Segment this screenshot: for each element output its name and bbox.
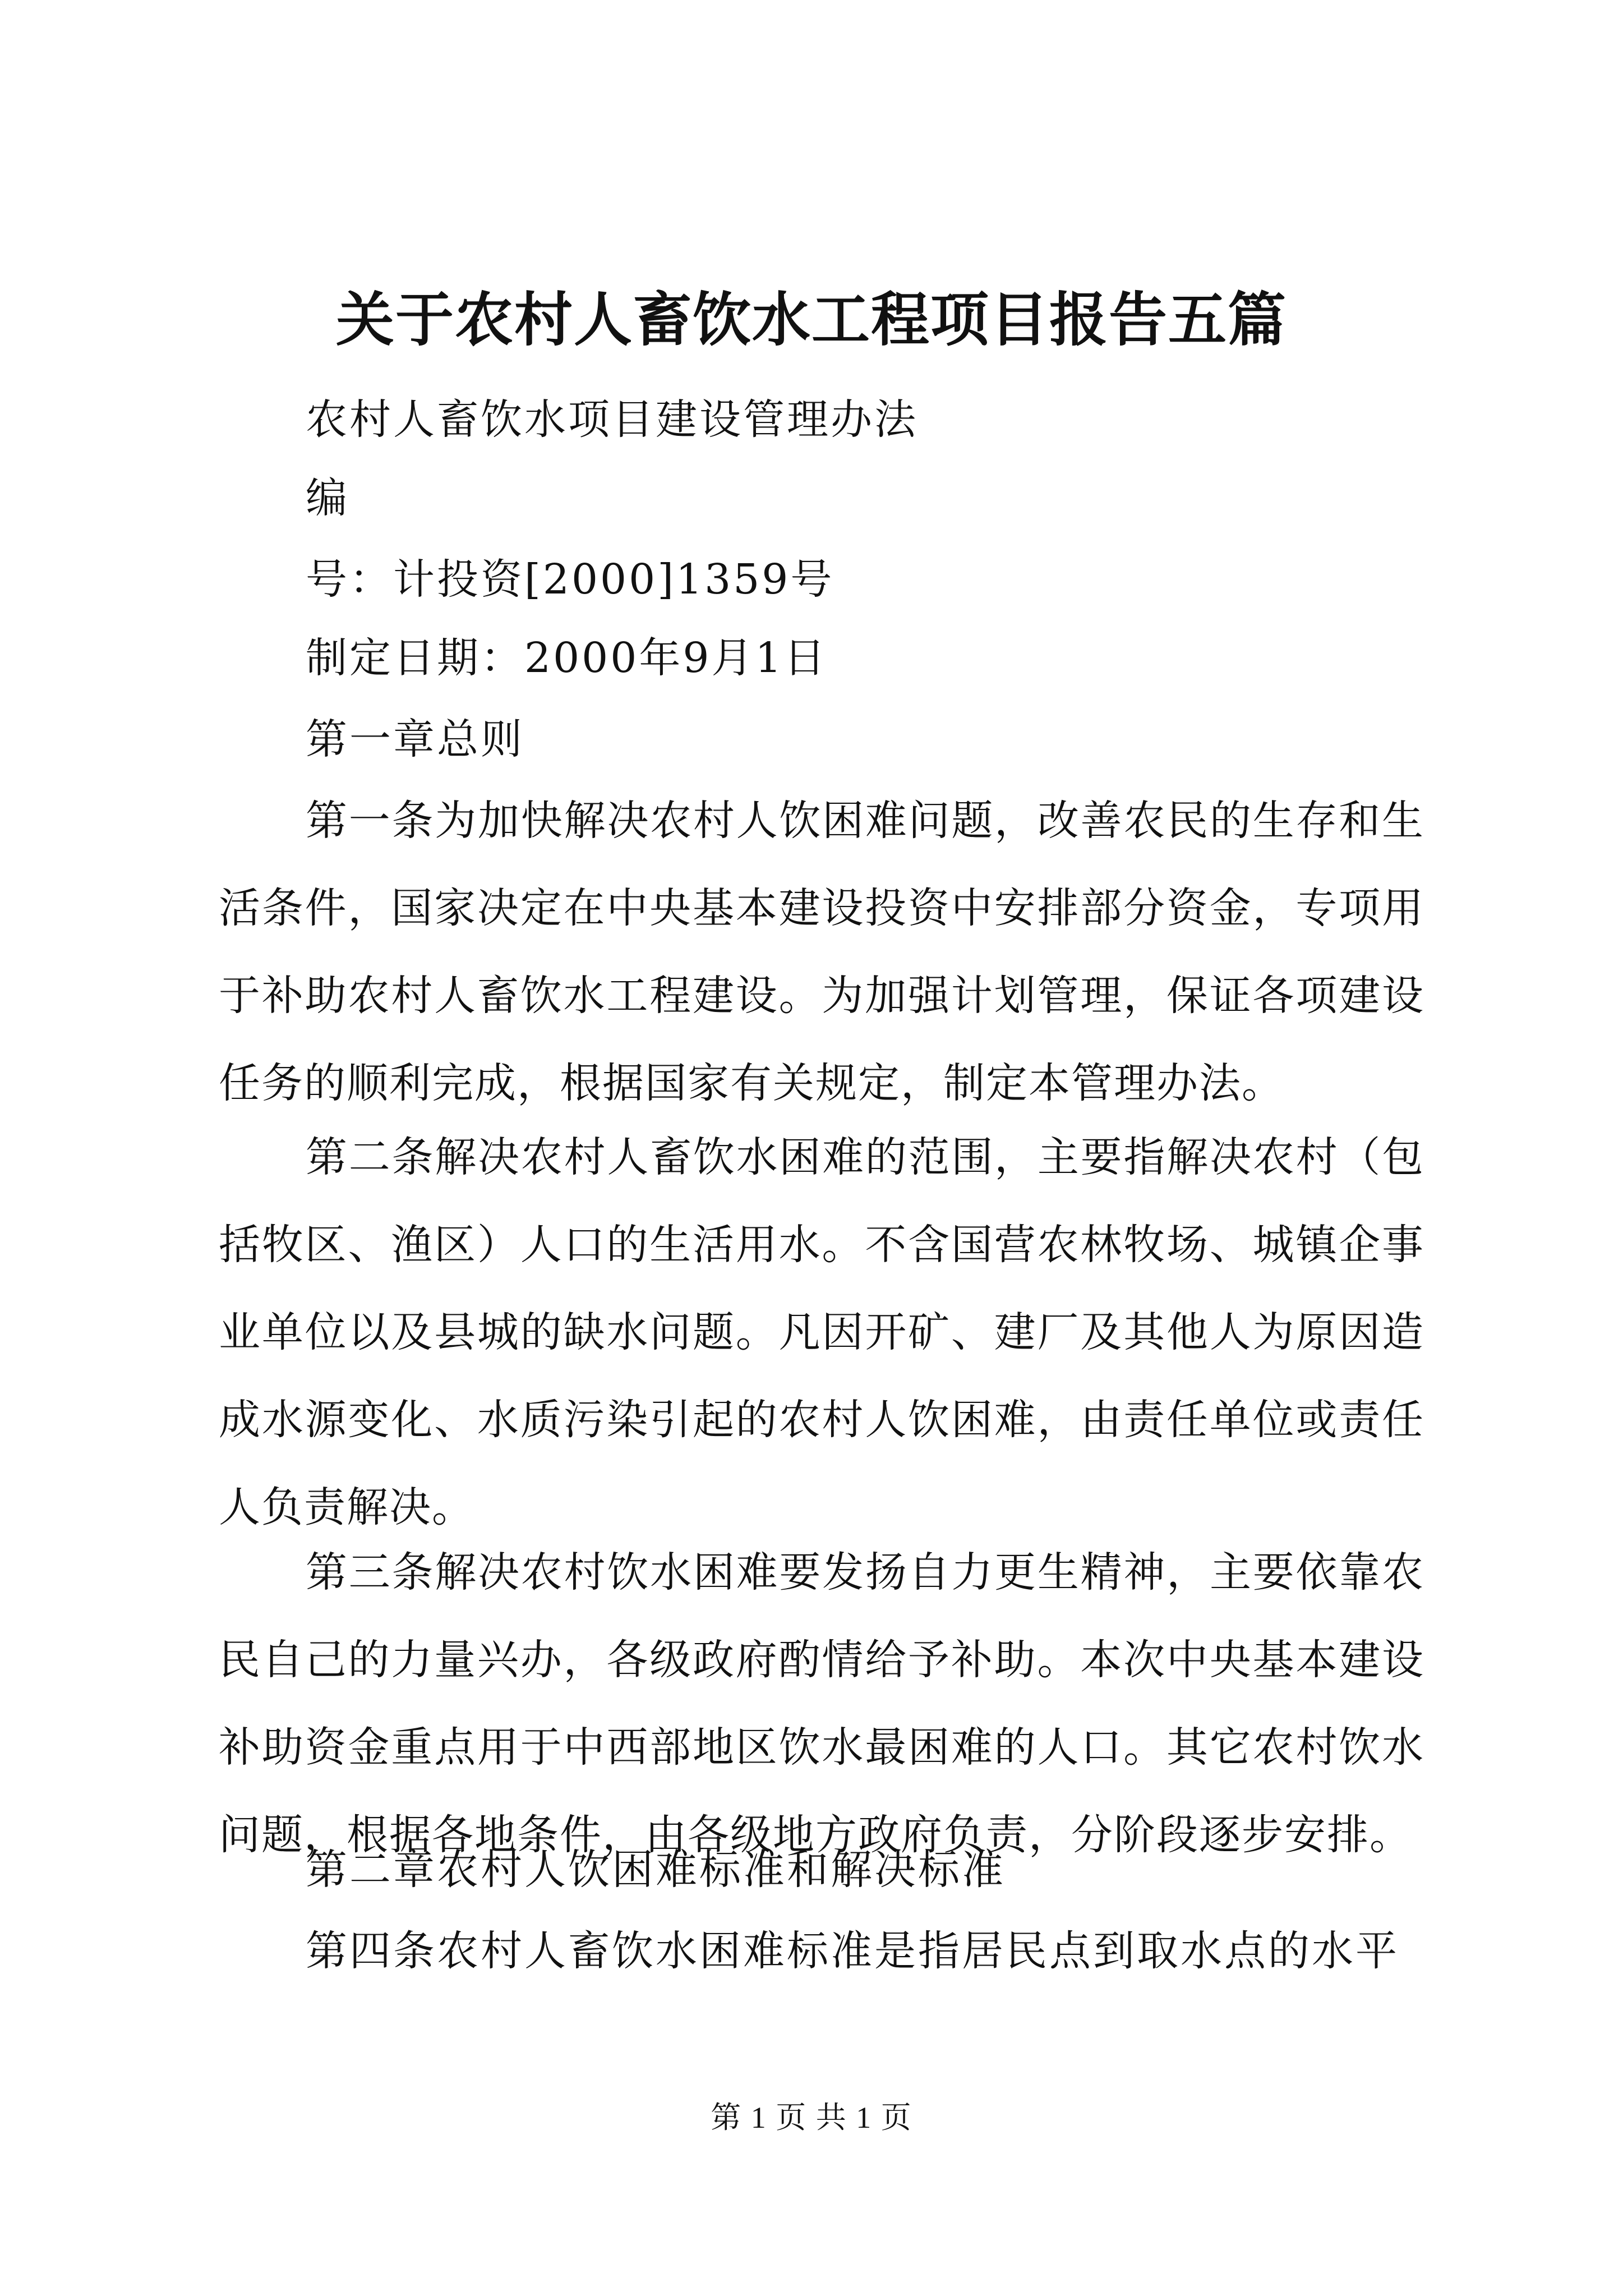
article-4-first-line: 第四条农村人畜饮水困难标准是指居民点到取水点的水平 <box>306 1927 1399 1975</box>
number-label-line: 编 <box>306 474 349 522</box>
article-1-paragraph: 第一条为加快解决农村人饮困难问题，改善农民的生存和生活条件，国家决定在中央基本建设投资中安排部分资金，专项用于补助农村人畜饮水工程建设。为加强计划管理，保证各项建设任务的顺利完成，根据国家有关规定，制定本管理办法。 <box>219 797 1424 1107</box>
subtitle-line: 农村人畜饮水项目建设管理办法 <box>306 395 918 444</box>
date-line: 制定日期：2000年9月1日 <box>306 634 828 682</box>
document-number-line: 号：计投资[2000]1359号 <box>306 555 834 604</box>
chapter-1-heading: 第一章总则 <box>306 715 524 763</box>
article-2-paragraph: 第二条解决农村人畜饮水困难的范围，主要指解决农村（包括牧区、渔区）人口的生活用水。不含国营农林牧场、城镇企事业单位以及县城的缺水问题。凡因开矿、建厂及其他人为原因造成水源变化、水质污染引起的农村人饮困难，由责任单位或责任人负责解决。 <box>219 1133 1424 1531</box>
article-3-paragraph: 第三条解决农村饮水困难要发扬自力更生精神，主要依靠农民自己的力量兴办，各级政府酌情给予补助。本次中央基本建设补助资金重点用于中西部地区饮水最困难的人口。其它农村饮水问题，根据各地条件，由各级地方政府负责，分阶段逐步安排。 <box>219 1548 1424 1859</box>
page-footer: 第 1 页 共 1 页 <box>711 2101 912 2134</box>
chapter-2-heading: 第二章农村人饮困难标准和解决标准 <box>306 1846 1006 1894</box>
document-title: 关于农村人畜饮水工程项目报告五篇 <box>335 285 1287 354</box>
